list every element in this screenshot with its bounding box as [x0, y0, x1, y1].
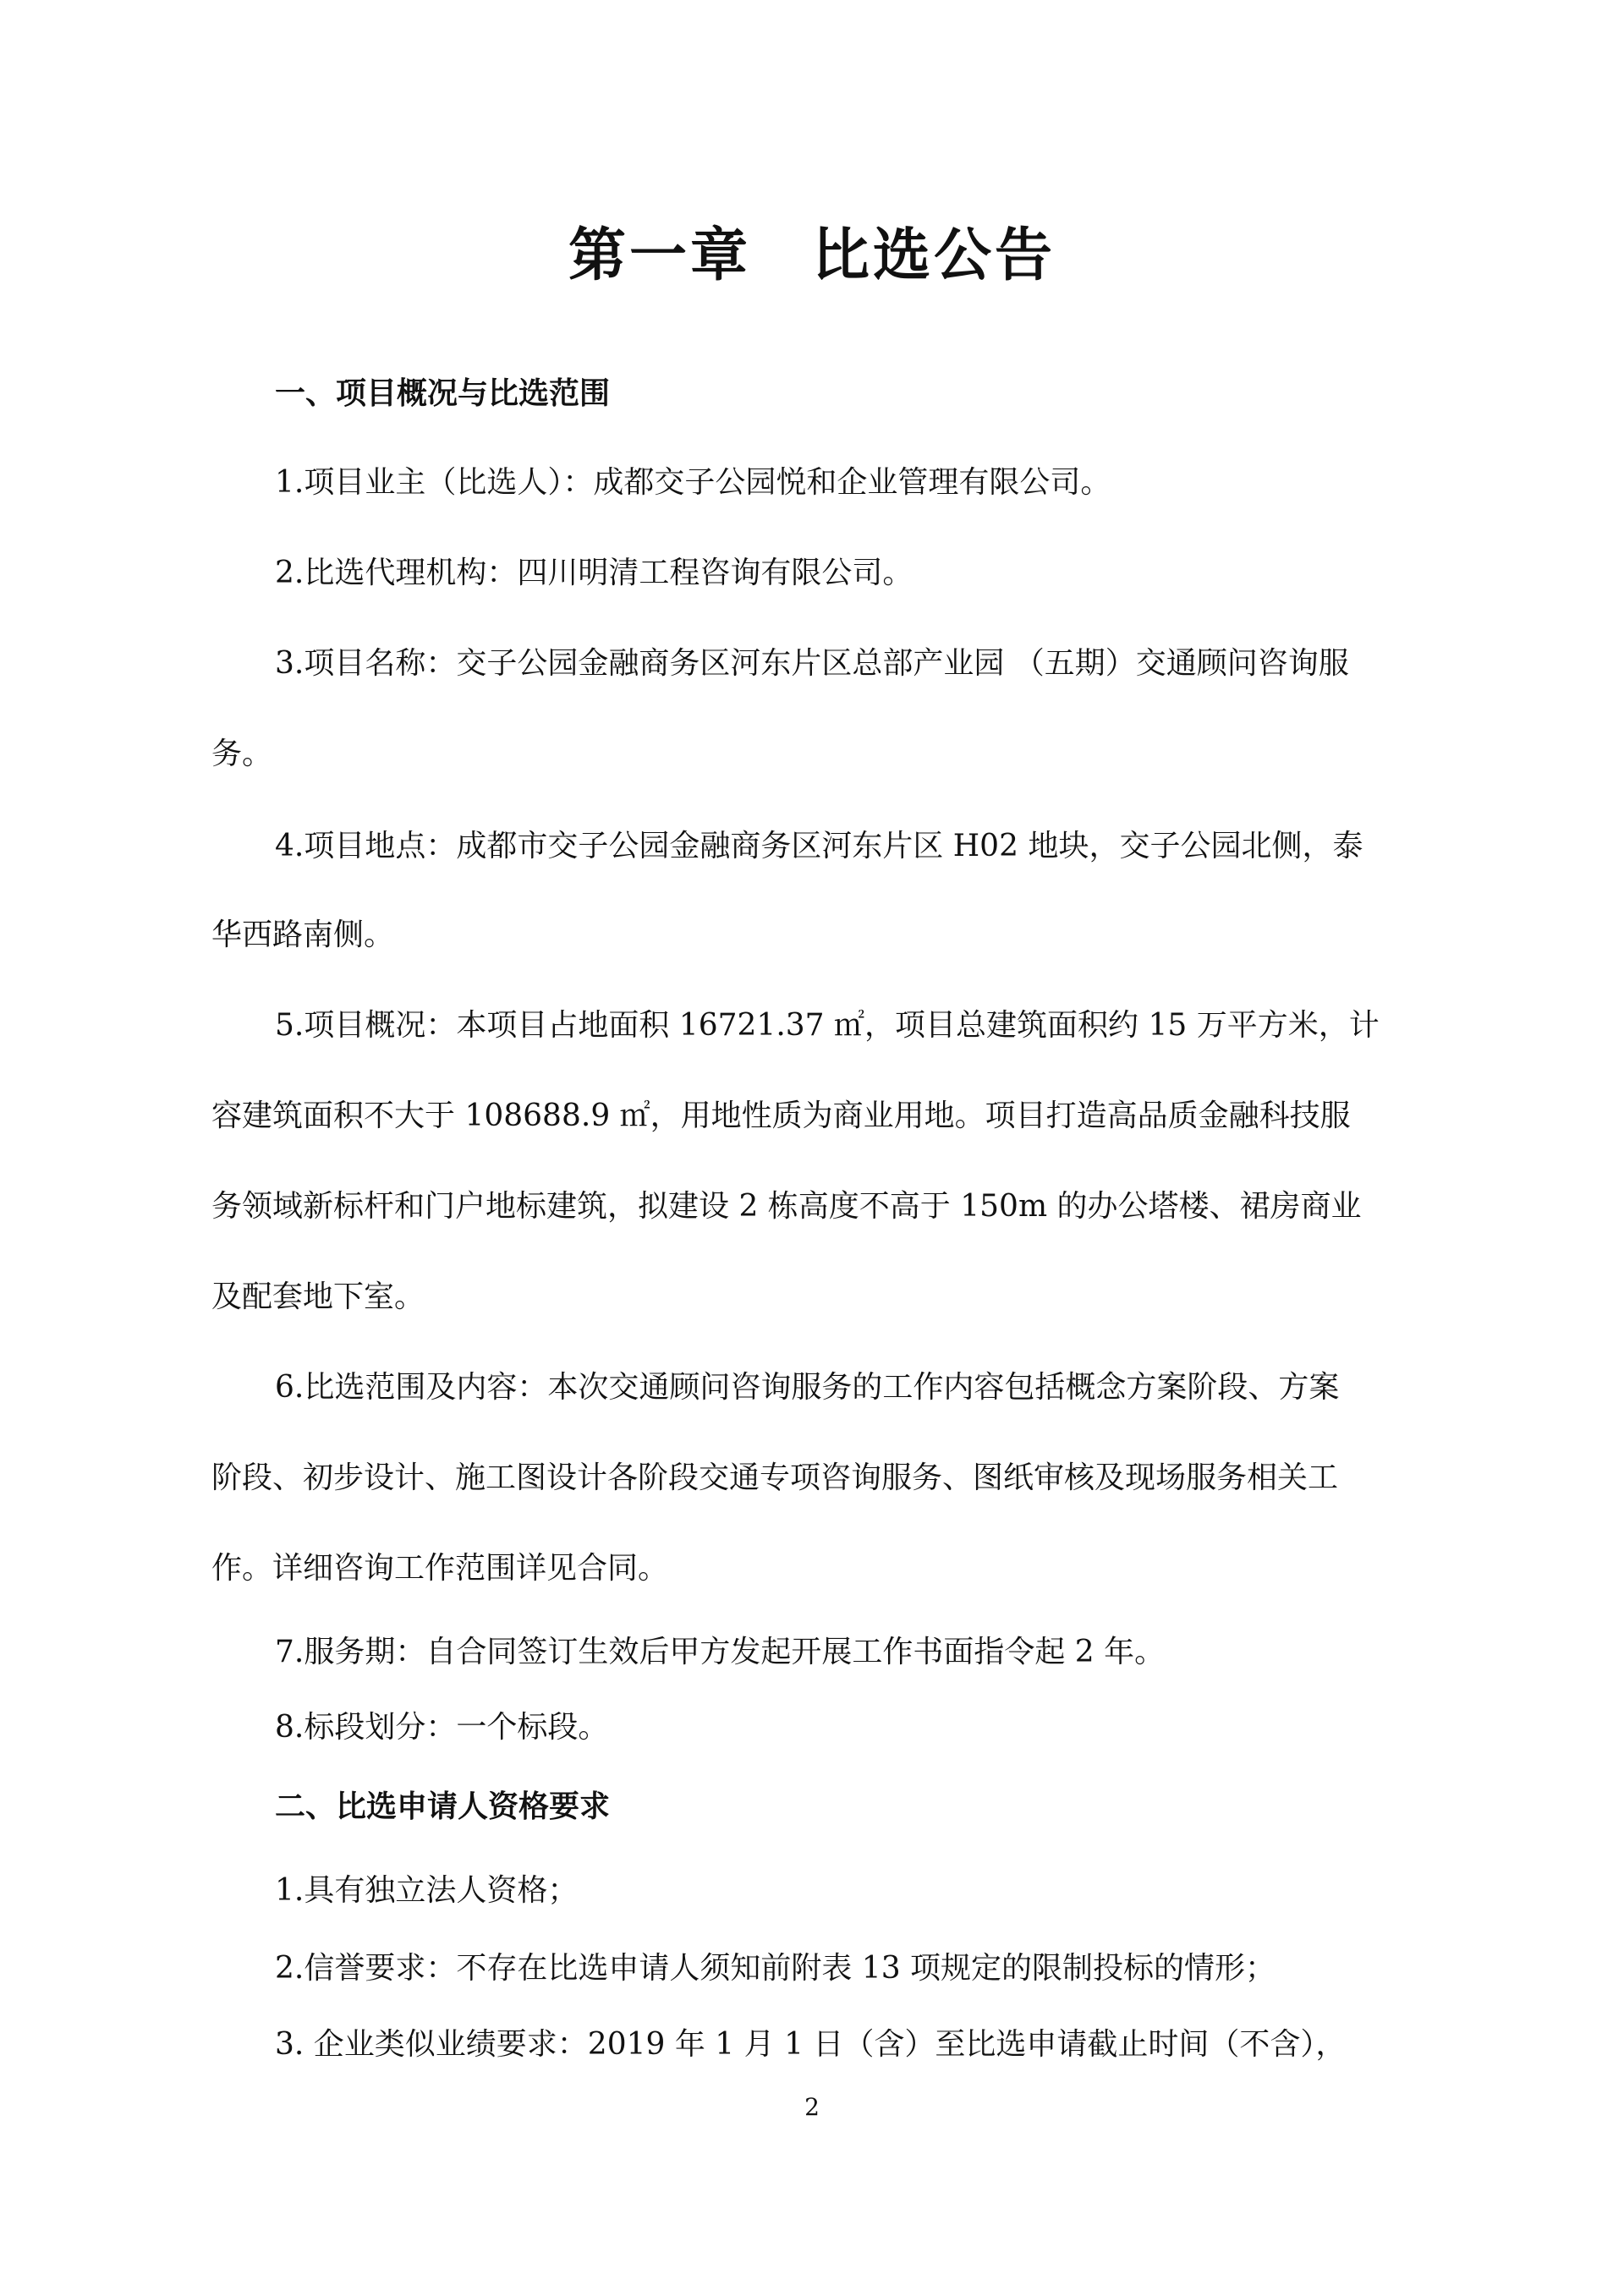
- page-number: 2: [804, 2093, 820, 2121]
- paragraph-line: 容建筑面积不大于 108688.9 ㎡，用地性质为商业用地。项目打造高品质金融科技服: [211, 1099, 1351, 1133]
- paragraph-line: 5.项目概况：本项目占地面积 16721.37 ㎡，项目总建筑面积约 15 万平方米，计: [275, 1008, 1380, 1043]
- paragraph-line: 1.具有独立法人资格；: [275, 1873, 579, 1908]
- section-heading-project-overview: 一、项目概况与比选范围: [275, 375, 611, 411]
- paragraph-line: 务领域新标杆和门户地标建筑，拟建设 2 栋高度不高于 150m 的办公塔楼、裙房商业: [211, 1189, 1362, 1224]
- paragraph-line: 8.标段划分：一个标段。: [275, 1710, 609, 1745]
- paragraph-line: 阶段、初步设计、施工图设计各阶段交通专项咨询服务、图纸审核及现场服务相关工: [211, 1460, 1339, 1495]
- paragraph-line: 6.比选范围及内容：本次交通顾问咨询服务的工作内容包括概念方案阶段、方案: [275, 1370, 1340, 1405]
- paragraph-line: 1.项目业主（比选人）：成都交子公园悦和企业管理有限公司。: [275, 465, 1111, 500]
- paragraph-line: 务。: [211, 737, 273, 771]
- paragraph-line: 2.信誉要求：不存在比选申请人须知前附表 13 项规定的限制投标的情形；: [275, 1951, 1276, 1986]
- paragraph-line: 3. 企业类似业绩要求：2019 年 1 月 1 日（含）至比选申请截止时间（不含），: [275, 2027, 1347, 2062]
- chapter-title: 第一章 比选公告: [568, 222, 1056, 289]
- paragraph-line: 7.服务期：自合同签订生效后甲方发起开展工作书面指令起 2 年。: [275, 1635, 1166, 1669]
- paragraph-line: 3.项目名称：交子公园金融商务区河东片区总部产业园 （五期）交通顾问咨询服: [275, 646, 1349, 681]
- paragraph-line: 4.项目地点：成都市交子公园金融商务区河东片区 H02 地块，交子公园北侧，泰: [275, 829, 1363, 863]
- paragraph-line: 及配套地下室。: [211, 1280, 425, 1314]
- paragraph-line: 2.比选代理机构：四川明清工程咨询有限公司。: [275, 556, 914, 590]
- section-heading-qualification: 二、比选申请人资格要求: [275, 1789, 611, 1824]
- paragraph-line: 华西路南侧。: [211, 918, 395, 952]
- paragraph-line: 作。详细咨询工作范围详见合同。: [211, 1551, 669, 1586]
